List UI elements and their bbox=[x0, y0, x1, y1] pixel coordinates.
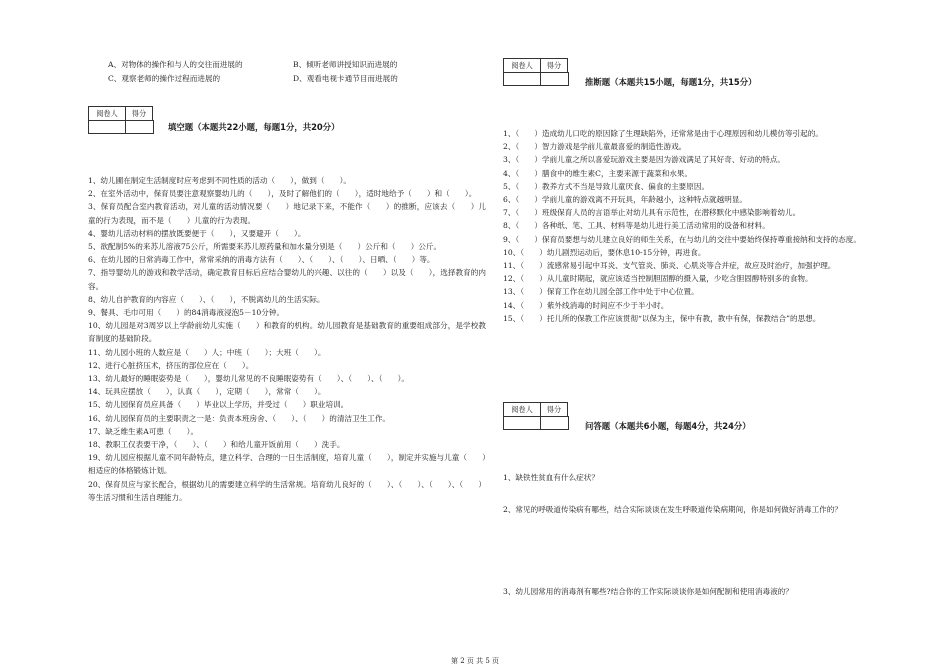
reviewer-label: 阅卷人 bbox=[504, 403, 541, 416]
fill-item: 18、教职工仅表要干净，（ ）、（ ）和给儿童开饭前用（ ）洗手。 bbox=[88, 440, 345, 450]
judge-item: 7、（ ）班级保育人员的言语举止对幼儿具有示范性，在潜移默化中感染影响着幼儿。 bbox=[503, 208, 801, 218]
fill-item: 3、保育员配合室内教育活动，对儿童的活动情况要（ ）地记录下来，不能作（ ）的推断，应该去（ ）儿童的行为表现，而不是（ ）儿童的行为表现。 bbox=[88, 202, 486, 225]
judge-item: 8、（ ）各种纸、笔、工具、材料等是幼儿进行美工活动常用的设备和材料。 bbox=[503, 221, 770, 231]
reviewer-label: 阅卷人 bbox=[89, 107, 126, 120]
score-label: 得分 bbox=[546, 61, 562, 70]
judge-item: 3、（ ）学前儿童之所以喜爱玩游戏主要是因为游戏满足了其好奇、好动的特点。 bbox=[503, 155, 785, 165]
score-box-blank-row bbox=[503, 416, 569, 430]
fill-item: 9、餐具、毛巾可用（ ）的84消毒液浸泡5－10分钟。 bbox=[88, 308, 285, 318]
judge-item: 13、（ ）保育工作在幼儿园全部工作中处于中心位置。 bbox=[503, 287, 699, 297]
fill-items bbox=[88, 174, 486, 504]
judge-item: 4、（ ）膳食中的维生素C，主要来源于蔬菜和水果。 bbox=[503, 168, 693, 178]
fill-item: 4、婴幼儿活动材料的摆放既要便于（ ），又要避开（ ）。 bbox=[88, 228, 306, 238]
fill-item: 8、幼儿自护教育的内容应（ ）、（ ），不脱离幼儿的生活实际。 bbox=[88, 294, 325, 304]
judge-item: 10、（ ）幼儿剧烈运动后，要休息10-15分钟，再进食。 bbox=[503, 247, 706, 257]
fill-item: 17、缺乏维生素A可患（ ）。 bbox=[88, 426, 199, 436]
option-b: B、倾听老师讲授知识而进展的 bbox=[293, 60, 398, 69]
reviewer-label: 阅卷人 bbox=[504, 59, 541, 72]
qa-section-title: 问答题（本题共6小题，每题4分，共24分） bbox=[585, 421, 751, 431]
qa-item-2: 2、常见的呼吸道传染病有哪些，结合实际谈谈在发生呼吸道传染病期间，你是如何做好消毒工作的？ bbox=[503, 505, 842, 514]
fill-item: 10、幼儿园是对3周岁以上学龄前幼儿实施（ ）和教育的机构。幼儿园教育是基础教育的重要组成部分，是学校教育制度的基础阶段。 bbox=[88, 321, 486, 344]
judge-item: 2、（ ）智力游戏是学前儿童最喜爱的制造性游戏。 bbox=[503, 142, 687, 152]
fill-item: 15、幼儿园保育员应具备（ ）毕业以上学历，并受过（ ）职业培训。 bbox=[88, 400, 349, 410]
fill-item: 13、幼儿最好的睡眠姿势是（ ），婴幼儿常见的不良睡眠姿势有（ ）、（ ）、（ ）。 bbox=[88, 374, 409, 384]
fill-item: 5、欲配制5%的来苏儿溶液75公斤，所需要来苏儿原药量和加水量分别是（ ）公斤和（ ）公斤。 bbox=[88, 242, 442, 252]
fill-item: 20、保育员应与家长配合，根据幼儿的需要建立科学的生活常规。培育幼儿良好的（ ）、（ ）、（ ）、（ ）等生活习惯和生活自理能力。 bbox=[88, 479, 486, 502]
judge-item: 11、（ ）流感常易引起中耳炎、支气管炎、肺炎、心肌炎等合并症，故应及时治疗，加强护理。 bbox=[503, 261, 836, 271]
page-footer: 第 2 页 共 5 页 bbox=[450, 657, 500, 665]
score-label: 得分 bbox=[546, 405, 562, 414]
fill-item: 19、幼儿园应根据儿童不同年龄特点，建立科学、合理的一日生活制度，培育儿童（ ），制定并实施与儿童（ ）相适应的体格锻炼计划。 bbox=[88, 453, 486, 476]
fill-item: 14、玩具应摆放（ ），认真（ ），定期（ ），常常（ ）。 bbox=[88, 387, 326, 397]
judge-item: 6、（ ）学前儿童的游戏离不开玩具，年龄越小，这种特点就越明显。 bbox=[503, 195, 748, 205]
qa-item-3: 3、幼儿园常用的消毒剂有哪些?结合你的工作实际谈谈你是如何配制和使用消毒液的？ bbox=[503, 587, 793, 596]
fill-item: 6、在幼儿园的日常消毒工作中，常常采纳的消毒方法有（ ）、（ ）、（ ）、日晒、（ ）等。 bbox=[88, 255, 435, 265]
fill-item: 11、幼儿园小班的人数应是（ ）人；中班（ ）；大班（ ）。 bbox=[88, 347, 326, 357]
score-box-fill bbox=[88, 106, 153, 121]
score-label: 得分 bbox=[131, 109, 147, 118]
judge-item: 12、（ ）从儿童时期起，就应该适当控制胆固醇的摄入量，少吃含胆固醇特别多的食物。 bbox=[503, 274, 813, 284]
fill-item: 16、幼儿园保育员的主要职责之一是：负责本班房舍、（ ）、（ ）的清洁卫生工作。 bbox=[88, 413, 391, 423]
judge-item: 5、（ ）教养方式不当是导致儿童厌食、偏食的主要原因。 bbox=[503, 181, 710, 191]
score-box-qa bbox=[503, 402, 568, 417]
judge-item: 15、（ ）托儿所的保教工作应该贯彻“以保为主，保中有教，教中有保，保教结合”的思想。 bbox=[503, 313, 821, 323]
fill-section-title: 填空题（本题共22小题，每题1分，共20分） bbox=[168, 122, 340, 132]
fill-item: 2、在室外活动中，保育员要注意观察婴幼儿的（ ），及时了解他们的（ ），适时地给予（ ）和（ ）。 bbox=[88, 189, 477, 199]
judge-items bbox=[503, 127, 911, 325]
qa-item-1: 1、缺铁性贫血有什么症状？ bbox=[503, 473, 599, 482]
fill-item: 1、幼儿圃在制定生活制度时应考虑到不同性质的活动（ ），做到（ ）。 bbox=[88, 176, 352, 185]
judge-item: 9、（ ）保育员要想与幼儿建立良好的师生关系，在与幼儿的交往中要始终保持尊重接纳和支持的态度。 bbox=[503, 234, 861, 244]
option-d: D、观看电视卡通节目而进展的 bbox=[293, 74, 398, 83]
judge-item: 1、（ ）造成幼儿口吃的原因除了生理缺陷外，还常常是由于心理原因和幼儿模仿等引起的。 bbox=[503, 129, 823, 138]
judge-item: 14、（ ）紫外线消毒的时间应不少于半小时。 bbox=[503, 300, 669, 310]
fill-item: 12、进行心脏挤压术，挤压的部位应在（ ）。 bbox=[88, 360, 254, 370]
score-box-blank-row bbox=[503, 72, 569, 86]
option-a: A、对物体的操作和与人的交往而进展的 bbox=[108, 60, 243, 69]
judge-section-title: 推断题（本题共15小题，每题1分，共15分） bbox=[585, 77, 757, 87]
score-box-blank-row bbox=[88, 120, 154, 134]
score-box-judge bbox=[503, 58, 568, 73]
option-c: C、观察老师的操作过程而进展的 bbox=[108, 74, 221, 83]
fill-item: 7、指导婴幼儿的游戏和教学活动，确定教育目标后应结合婴幼儿的兴趣、以往的（ ）以及（ ），选择教育的内容。 bbox=[88, 268, 486, 291]
